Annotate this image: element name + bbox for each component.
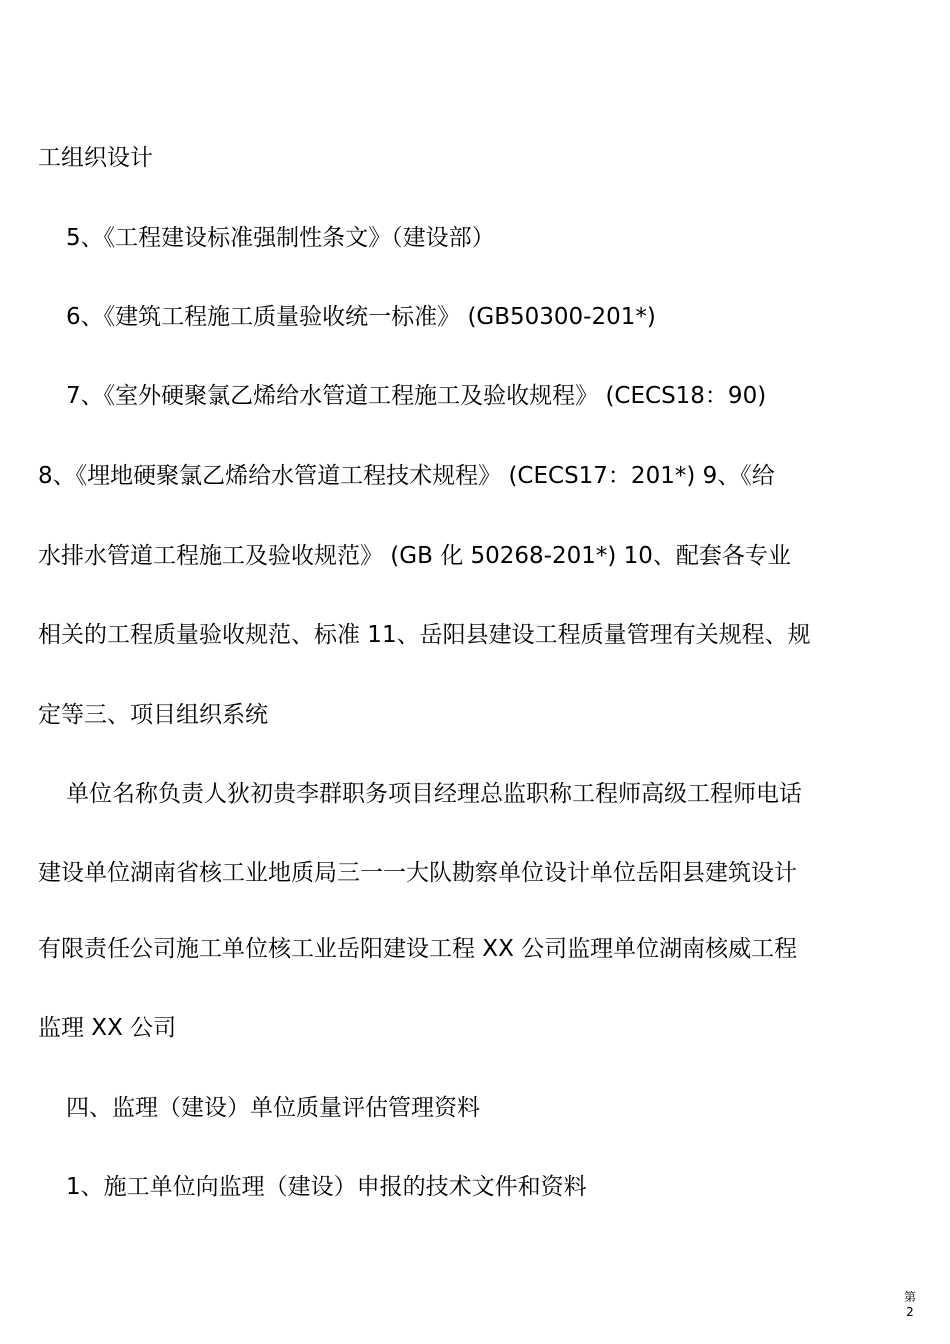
page-number	[898, 1290, 922, 1320]
text-line-5: 8、《埋地硬聚氯乙烯给水管道工程技术规程》 (CECS17：201*) 9、《给	[38, 463, 775, 489]
text-line-14: 1、施工单位向监理（建设）申报的技术文件和资料	[66, 1174, 587, 1200]
text-line-2: 5、《工程建设标准强制性条文》（建设部）	[66, 225, 495, 251]
text-line-13: 四、监理（建设）单位质量评估管理资料	[66, 1095, 480, 1121]
text-line-11: 有限责任公司施工单位核工业岳阳建设工程 XX 公司监理单位湖南核威工程	[38, 936, 798, 962]
text-line-1: 工组织设计	[38, 145, 153, 171]
text-line-3: 6、《建筑工程施工质量验收统一标准》 (GB50300-201*)	[66, 304, 656, 330]
page-number-label: 第	[903, 1290, 916, 1304]
text-line-6: 水排水管道工程施工及验收规范》 (GB 化 50268-201*) 10、配套各专业	[38, 543, 791, 569]
text-line-8: 定等三、项目组织系统	[38, 702, 268, 728]
text-line-9: 单位名称负责人狄初贵李群职务项目经理总监职称工程师高级工程师电话	[66, 781, 802, 807]
text-line-4: 7、《室外硬聚氯乙烯给水管道工程施工及验收规程》 (CECS18：90)	[66, 383, 767, 409]
text-line-12: 监理 XX 公司	[38, 1015, 177, 1041]
page-number-value: 2	[906, 1305, 914, 1319]
text-line-10: 建设单位湖南省核工业地质局三一一大队勘察单位设计单位岳阳县建筑设计	[38, 860, 797, 886]
text-line-7: 相关的工程质量验收规范、标准 11、岳阳县建设工程质量管理有关规程、规	[38, 622, 811, 648]
